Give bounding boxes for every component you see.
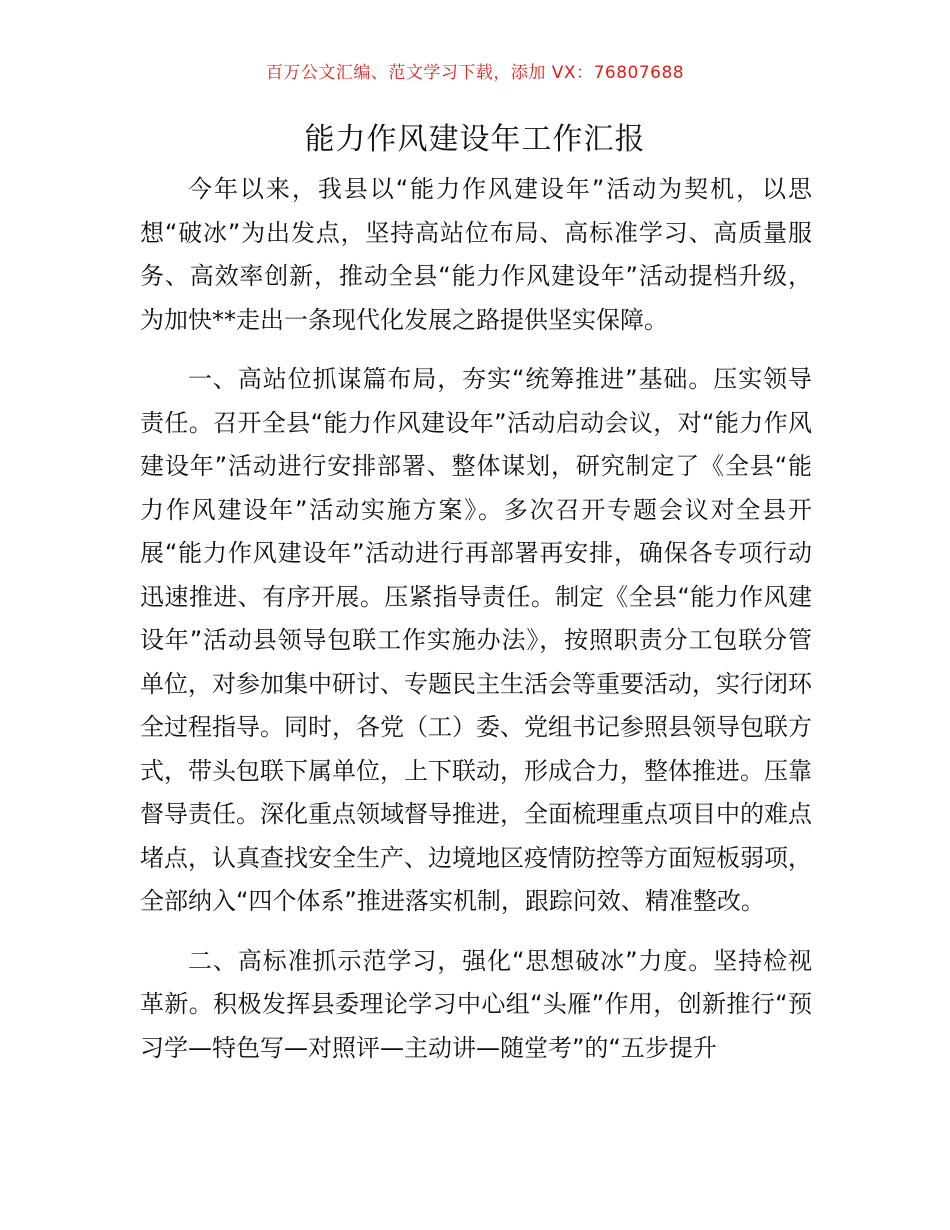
document-body — [140, 168, 812, 1086]
document-title: 能力作风建设年工作汇报 — [304, 122, 646, 157]
header-watermark-note: 百万公文汇编、范文学习下载，添加 VX：76807688 — [265, 63, 685, 83]
paragraph-section-two: 二、高标准抓示范学习，强化“思想破冰”力度。坚持检视革新。积极发挥县委理论学习中心组“头雁”作用，创新推行“预习学—特色写—对照评—主动讲—随堂考”的“五步提升 — [140, 946, 812, 1062]
paragraph-intro: 今年以来，我县以“能力作风建设年”活动为契机，以思想“破冰”为出发点，坚持高站位布局、高标准学习、高质量服务、高效率创新，推动全县“能力作风建设年”活动提档升级，为加快**走出一条现代化发展之路提供坚实保障。 — [140, 175, 812, 334]
paragraph-section-one: 一、高站位抓谋篇布局，夯实“统筹推进”基础。压实领导责任。召开全县“能力作风建设年”活动启动会议，对“能力作风建设年”活动进行安排部署、整体谋划，研究制定了《全县“能力作风建设年”活动实施方案》。多次召开专题会议对全县开展“能力作风建设年”活动进行再部署再安排，确保各专项行动迅速推进、有序开展。压紧指导责任。制定《全县“能力作风建设年”活动县领导包联工作实施办法》，按照职责分工包联分管单位，对参加集中研讨、专题民主生活会等重要活动，实行闭环全过程指导。同时，各党（工）委、党组书记参照县领导包联方式，带头包联下属单位，上下联动，形成合力，整体推进。压靠督导责任。深化重点领域督导推进，全面梳理重点项目中的难点堵点，认真查找安全生产、边境地区疫情防控等方面短板弱项，全部纳入“四个体系”推进落实机制，跟踪问效、精准整改。 — [140, 365, 812, 915]
